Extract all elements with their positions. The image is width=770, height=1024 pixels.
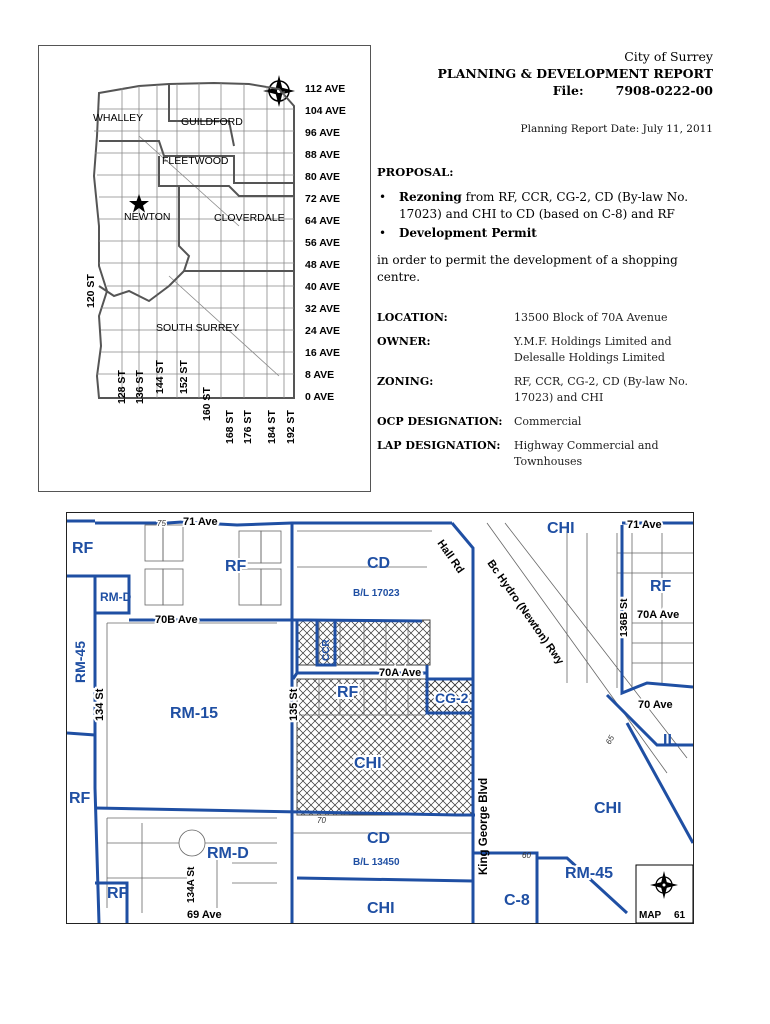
- road-70a-ave-e: 70A Ave: [637, 609, 680, 621]
- city-boundary: [94, 83, 294, 398]
- zone-c-8: C-8: [504, 892, 530, 909]
- ave-label: 40 AVE: [305, 281, 341, 293]
- zone-cd-bylaw: B/L 17023: [353, 588, 400, 599]
- proposal-item: [399, 189, 707, 223]
- zoning-line: RF, CCR, CG-2, CD (By-law No.: [514, 375, 688, 388]
- key-map: [38, 45, 371, 492]
- street-label: 152 ST: [178, 360, 190, 394]
- lot-number: 65: [603, 733, 617, 746]
- zone-rm-d: RM-D: [207, 845, 249, 862]
- street-label: 120 ST: [85, 274, 97, 308]
- zoning-line: 17023) and CHI: [514, 391, 604, 404]
- ave-label: 48 AVE: [305, 259, 341, 271]
- area-south-surrey: SOUTH SURREY: [156, 322, 240, 334]
- owner-value: [514, 334, 672, 366]
- map-number: 61: [674, 910, 686, 921]
- ocp-value: Commercial: [514, 415, 582, 428]
- ave-label: 0 AVE: [305, 391, 335, 403]
- street-label: 128 ST: [116, 370, 128, 404]
- owner-line: Y.M.F. Holdings Limited and: [514, 335, 672, 348]
- lot-number: 75: [157, 519, 166, 528]
- lot-number: 70: [317, 816, 326, 825]
- ave-label: 104 AVE: [305, 105, 346, 117]
- ave-label: 16 AVE: [305, 347, 341, 359]
- owner-label: OWNER:: [377, 335, 431, 348]
- zone-rf-site: RF: [337, 684, 359, 701]
- road-70a-ave: 70A Ave: [379, 667, 422, 679]
- ave-label: 80 AVE: [305, 171, 341, 183]
- proposal-item: [399, 225, 707, 242]
- road-70b-ave: 70B Ave: [155, 614, 198, 626]
- street-label: 136 ST: [134, 370, 146, 404]
- lap-line: Highway Commercial and: [514, 439, 659, 452]
- report-date: Planning Report Date: July 11, 2011: [520, 123, 713, 135]
- report-header: [438, 48, 713, 99]
- ave-label: 64 AVE: [305, 215, 341, 227]
- zone-cg-2: CG-2: [435, 690, 469, 706]
- zone-il: IL: [663, 732, 678, 749]
- ave-label: 96 AVE: [305, 127, 341, 139]
- proposal-item-bold: Rezoning: [399, 190, 462, 204]
- map-label: MAP: [639, 910, 662, 921]
- zone-ccr: CCR: [321, 639, 332, 661]
- road-135-st: 135 St: [288, 688, 300, 721]
- ave-label: 88 AVE: [305, 149, 341, 161]
- road-bc-hydro-rwy: Bc Hydro (Newton) Rwy: [484, 557, 566, 667]
- zone-rm-d: RM-D: [100, 590, 132, 604]
- lap-line: Townhouses: [514, 455, 583, 468]
- zoning-label: ZONING:: [377, 375, 434, 388]
- street-label: 168 ST: [224, 410, 236, 444]
- road-king-george-blvd: King George Blvd: [478, 777, 490, 875]
- area-fleetwood: FLEETWOOD: [162, 155, 229, 167]
- road-134a-st: 134A St: [186, 866, 197, 903]
- detail-row: [377, 334, 707, 366]
- road-69-ave: 69 Ave: [187, 909, 222, 921]
- zone-rf: RF: [69, 790, 91, 807]
- file-label: File:: [552, 83, 584, 98]
- detail-row: [377, 374, 707, 406]
- zone-cd: CD: [367, 555, 391, 572]
- zone-rf: RF: [107, 885, 129, 902]
- proposal-item-bold: Development Permit: [399, 226, 537, 240]
- map-legend: [636, 865, 693, 923]
- road-70-ave-e: 70 Ave: [638, 699, 673, 711]
- zone-cd: CD: [367, 830, 391, 847]
- lap-value: [514, 438, 659, 470]
- location-value: 13500 Block of 70A Avenue: [514, 311, 668, 324]
- road-hall-rd: Hall Rd: [434, 537, 467, 576]
- ave-label: 112 AVE: [305, 83, 346, 95]
- zone-chi: CHI: [547, 520, 575, 537]
- proposal-purpose: in order to permit the development of a shopping centre.: [377, 253, 678, 284]
- city-name: City of Surrey: [624, 49, 713, 64]
- area-cloverdale: CLOVERDALE: [214, 212, 285, 224]
- proposal-item-text: from RF, CCR, CG-2, CD (By-law No. 17023) and CHI to CD (based on C-8) and RF: [399, 190, 689, 221]
- ocp-label: OCP DESIGNATION:: [377, 415, 503, 428]
- ave-label: 72 AVE: [305, 193, 341, 205]
- report-title: PLANNING & DEVELOPMENT REPORT: [437, 66, 713, 81]
- road-71-ave-e: 71 Ave: [627, 519, 662, 531]
- zone-rf: RF: [72, 540, 94, 557]
- zone-chi-site: CHI: [354, 755, 382, 772]
- road-136b-st: 136B St: [618, 598, 630, 637]
- zone-chi: CHI: [367, 900, 395, 917]
- area-whalley: WHALLEY: [93, 112, 144, 124]
- file-row: [438, 82, 713, 99]
- zone-rf: RF: [225, 558, 247, 575]
- zoning-value: [514, 374, 688, 406]
- road-134-st: 134 St: [94, 688, 106, 721]
- detail-row: [377, 310, 707, 326]
- ave-label: 8 AVE: [305, 369, 335, 381]
- zone-cd-bylaw: B/L 13450: [353, 857, 400, 868]
- proposal-heading: PROPOSAL:: [377, 165, 454, 179]
- road-71-ave-w: 71 Ave: [183, 516, 218, 528]
- zone-rm-15: RM-15: [170, 705, 219, 722]
- owner-line: Delesalle Holdings Limited: [514, 351, 665, 364]
- proposal-section: [377, 165, 707, 286]
- zone-rm-45: RM-45: [565, 865, 614, 882]
- street-label: 144 ST: [154, 360, 166, 394]
- proposal-list: [377, 189, 707, 242]
- zone-rf: RF: [650, 578, 672, 595]
- lot-number: 60: [522, 851, 531, 860]
- file-number: 7908-0222-00: [615, 83, 713, 98]
- location-label: LOCATION:: [377, 311, 448, 324]
- detail-row: [377, 414, 707, 430]
- area-newton: NEWTON: [124, 211, 171, 223]
- ave-label: 32 AVE: [305, 303, 341, 315]
- details-table: [377, 310, 707, 478]
- area-guildford: GUILDFORD: [181, 116, 243, 128]
- detail-row: [377, 438, 707, 470]
- street-label: 176 ST: [242, 410, 254, 444]
- street-label: 184 ST: [266, 410, 278, 444]
- zone-chi: CHI: [594, 800, 622, 817]
- street-label: 160 ST: [201, 387, 213, 421]
- zoning-map: [66, 512, 694, 924]
- ave-label: 24 AVE: [305, 325, 341, 337]
- street-label: 192 ST: [285, 410, 297, 444]
- zone-rm-45: RM-45: [72, 640, 88, 683]
- ave-label: 56 AVE: [305, 237, 341, 249]
- lap-label: LAP DESIGNATION:: [377, 439, 501, 452]
